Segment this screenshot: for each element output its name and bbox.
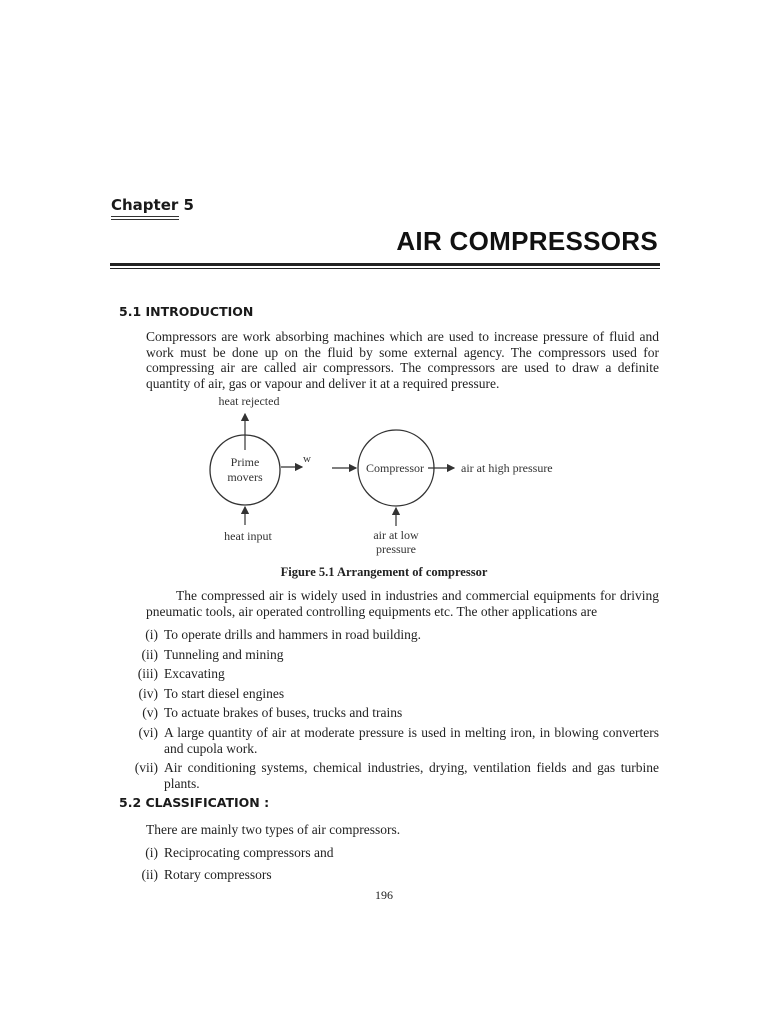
list-item-text: Rotary compressors: [164, 867, 272, 882]
compressor-arrangement-diagram: [190, 392, 590, 560]
list-item: [120, 845, 660, 865]
list-item-text: A large quantity of air at moderate pressure is used in melting iron, in blowing converters and cupola work.: [164, 725, 659, 756]
heat-input-label: heat input: [224, 529, 272, 543]
air-high-pressure-label: air at high pressure: [461, 461, 553, 475]
list-item-number: (vii): [134, 760, 158, 775]
prime-movers-label-line2: movers: [227, 470, 263, 484]
chapter-title: AIR COMPRESSORS: [396, 226, 658, 256]
page-number: 196: [375, 888, 393, 902]
list-item-text: Reciprocating compressors and: [164, 845, 334, 860]
list-item-number: (v): [142, 705, 158, 720]
list-item: [120, 627, 660, 647]
heat-rejected-label: heat rejected: [218, 394, 280, 408]
list-item-text: To operate drills and hammers in road building.: [164, 627, 421, 642]
title-rule-thick: [110, 263, 660, 266]
compressor-label: Compressor: [366, 461, 424, 475]
chapter-underline: [111, 216, 179, 217]
list-item-text: Air conditioning systems, chemical industries, drying, ventilation fields and gas turbine plants.: [164, 760, 659, 791]
chapter-label: Chapter 5: [111, 196, 194, 214]
list-item-text: To actuate brakes of buses, trucks and trains: [164, 705, 403, 720]
work-label: w: [303, 453, 311, 465]
air-low-pressure-label-line2: pressure: [376, 542, 416, 556]
list-item-number: (i): [145, 627, 158, 642]
list-item-number: (i): [145, 845, 158, 860]
intro-paragraph: Compressors are work absorbing machines which are used to increase pressure of fluid and work must be done up on the fluid by some external agency. The compressors used for compressing air are called air compressors. The compressors are used to draw a definite quantity of air, gas or vapour and deliver it at a required pressure.: [146, 329, 659, 391]
air-low-pressure-label-line1: air at low: [373, 528, 419, 542]
applications-paragraph: The compressed air is widely used in industries and commercial equipments for driving pneumatic tools, air operated controlling equipments etc. The other applications are: [146, 588, 659, 619]
list-item: [120, 867, 660, 887]
list-item-text: Excavating: [164, 666, 225, 681]
classification-intro: There are mainly two types of air compressors.: [146, 822, 401, 837]
list-item: [120, 686, 660, 706]
chapter-underline-double: [111, 219, 179, 220]
list-item-number: (iii): [137, 666, 158, 681]
list-item-number: (ii): [141, 867, 158, 882]
section-heading-introduction: 5.1 INTRODUCTION: [119, 304, 254, 319]
figure-caption: Figure 5.1 Arrangement of compressor: [280, 565, 488, 579]
title-rule-thin: [110, 268, 660, 269]
list-item: [120, 705, 660, 725]
list-item-number: (vi): [138, 725, 158, 740]
section-heading-classification: 5.2 CLASSIFICATION :: [119, 795, 270, 810]
prime-movers-label-line1: Prime: [230, 455, 260, 469]
list-item: [120, 666, 660, 686]
list-item: [120, 647, 660, 667]
list-item-text: Tunneling and mining: [164, 647, 284, 662]
list-item-text: To start diesel engines: [164, 686, 285, 701]
list-item: [120, 725, 660, 759]
list-item-number: (iv): [138, 686, 158, 701]
list-item-number: (ii): [141, 647, 158, 662]
list-item: [120, 760, 660, 794]
